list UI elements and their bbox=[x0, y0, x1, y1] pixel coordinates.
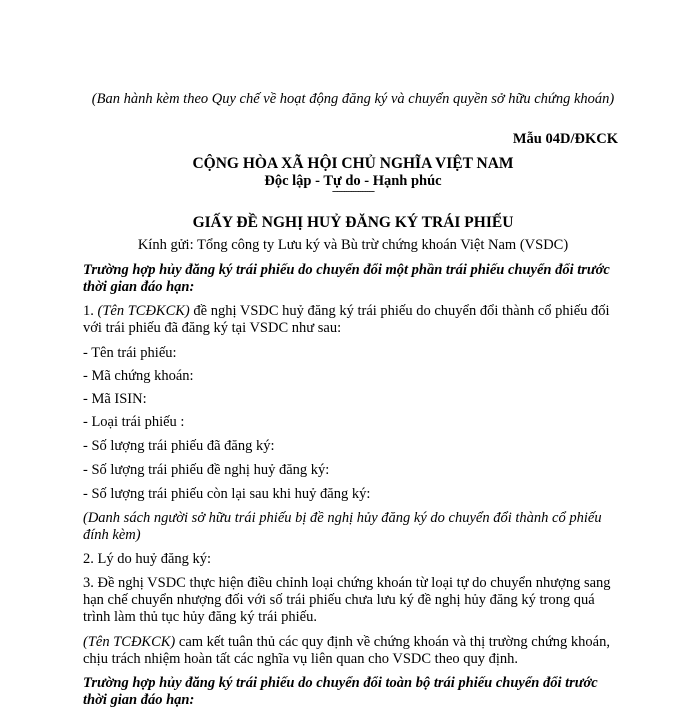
item-1-number: 1. bbox=[83, 303, 98, 319]
field-isin: - Mã ISIN: bbox=[83, 391, 147, 407]
item-1-text: đề nghị VSDC huỷ đăng ký trái phiếu do chuyển đổi thành cổ phiếu đối với trái phiếu đã đăng ký tại VSDC như sau: bbox=[83, 303, 610, 336]
item-1-org: (Tên TCĐKCK) bbox=[97, 303, 190, 319]
field-registered-quantity: - Số lượng trái phiếu đã đăng ký: bbox=[83, 438, 275, 454]
item-1 bbox=[83, 303, 623, 337]
item-2: 2. Lý do huỷ đăng ký: bbox=[83, 551, 212, 567]
motto: Độc lập - Tự do - Hạnh phúc bbox=[264, 173, 442, 189]
nation-title: CỘNG HÒA XÃ HỘI CHỦ NGHĨA VIỆT NAM bbox=[192, 155, 514, 172]
field-bond-type: - Loại trái phiếu : bbox=[83, 414, 185, 430]
recipient: Kính gửi: Tổng công ty Lưu ký và Bù trừ chứng khoán Việt Nam (VSDC) bbox=[137, 237, 569, 253]
field-remaining-quantity: - Số lượng trái phiếu còn lại sau khi huỷ đăng ký: bbox=[83, 486, 371, 502]
commitment-text: cam kết tuân thủ các quy định về chứng khoán và thị trường chứng khoán, chịu trách nhiệm hoàn tất các nghĩa vụ liên quan cho VSDC theo quy định. bbox=[83, 634, 610, 667]
motto-rule: ------------------ bbox=[332, 186, 374, 197]
commitment bbox=[83, 634, 623, 668]
case1-heading: Trường hợp hủy đăng ký trái phiếu do chuyển đổi một phần trái phiếu chuyển đổi trước thời gian đáo hạn: bbox=[83, 262, 610, 295]
attachment-note: (Danh sách người sở hữu trái phiếu bị đề nghị hủy đăng ký do chuyển đổi thành cổ phiếu đính kèm) bbox=[83, 510, 602, 543]
document-title: GIẤY ĐỀ NGHỊ HUỶ ĐĂNG KÝ TRÁI PHIẾU bbox=[192, 214, 514, 231]
item-3: 3. Đề nghị VSDC thực hiện điều chỉnh loại chứng khoán từ loại tự do chuyển nhượng sang hạn chế chuyển nhượng đối với số trái phiếu chưa lưu ký đề nghị hủy đăng ký trong quá trình làm thủ tục hủy đăng ký trái phiếu. bbox=[83, 575, 611, 625]
header-note: (Ban hành kèm theo Quy chế về hoạt động đăng ký và chuyển quyền sở hữu chứng khoán) bbox=[91, 91, 615, 107]
case2-heading: Trường hợp hủy đăng ký trái phiếu do chuyển đổi toàn bộ trái phiếu chuyển đổi trước thời gian đáo hạn: bbox=[83, 675, 598, 708]
form-code: Mẫu 04D/ĐKCK bbox=[512, 131, 618, 147]
field-cancel-quantity: - Số lượng trái phiếu đề nghị huỷ đăng ký: bbox=[83, 462, 330, 478]
field-bond-name: - Tên trái phiếu: bbox=[83, 345, 177, 361]
commitment-org: (Tên TCĐKCK) bbox=[83, 634, 176, 650]
field-security-code: - Mã chứng khoán: bbox=[83, 368, 194, 384]
